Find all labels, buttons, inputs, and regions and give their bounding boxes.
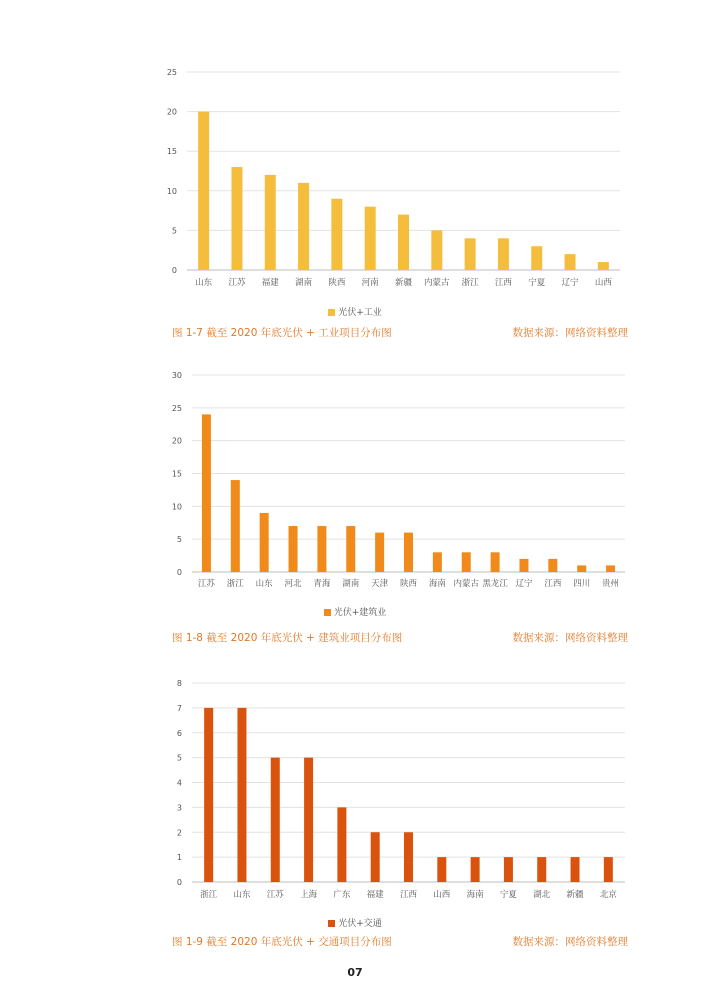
y-tick-label: 2 <box>176 828 182 838</box>
y-tick-label: 0 <box>171 266 177 275</box>
bar <box>304 758 313 882</box>
y-tick-label: 30 <box>171 371 182 380</box>
x-tick-label: 浙江 <box>461 278 479 288</box>
figure-caption: 图 1-9 截至 2020 年底光伏 + 交通项目分布图 <box>172 936 392 948</box>
y-tick-label: 8 <box>176 679 182 688</box>
x-tick-label: 山东 <box>255 579 273 589</box>
x-tick-label: 江西 <box>544 579 562 589</box>
x-tick-label: 内蒙古 <box>424 278 450 288</box>
data-source: 数据来源：网络资料整理 <box>512 327 628 339</box>
y-tick-label: 5 <box>176 753 182 763</box>
x-tick-label: 北京 <box>599 890 617 900</box>
x-tick-label: 湖南 <box>342 579 360 589</box>
y-tick-label: 5 <box>171 226 177 236</box>
bar <box>271 758 280 882</box>
y-tick-label: 10 <box>166 186 177 196</box>
x-tick-label: 青海 <box>313 579 331 589</box>
bar <box>471 857 480 882</box>
y-tick-label: 7 <box>176 703 182 713</box>
data-source: 数据来源：网络资料整理 <box>512 632 628 644</box>
bar <box>204 708 213 882</box>
bar <box>404 832 413 882</box>
x-tick-label: 浙江 <box>226 579 244 589</box>
bar <box>504 857 513 882</box>
x-tick-label: 天津 <box>371 579 389 589</box>
x-tick-label: 福建 <box>366 890 384 900</box>
x-tick-label: 宁夏 <box>528 278 546 288</box>
y-tick-label: 6 <box>176 728 182 738</box>
x-tick-label: 江苏 <box>266 890 284 900</box>
x-tick-label: 湖南 <box>295 278 313 288</box>
y-tick-label: 15 <box>166 147 177 157</box>
y-tick-label: 20 <box>171 436 182 446</box>
y-tick-label: 10 <box>171 502 182 512</box>
bar <box>437 857 446 882</box>
x-tick-label: 宁夏 <box>499 890 517 900</box>
figure-caption: 图 1-7 截至 2020 年底光伏 + 工业项目分布图 <box>172 327 392 339</box>
x-tick-label: 河北 <box>284 579 302 589</box>
x-tick-label: 江西 <box>399 890 418 900</box>
bar <box>604 857 613 882</box>
legend-transport <box>0 916 710 929</box>
legend-label: 光伏+建筑业 <box>333 608 387 618</box>
legend-label: 光伏+工业 <box>338 308 382 318</box>
page-number: 07 <box>347 966 363 979</box>
x-tick-label: 山西 <box>594 278 612 288</box>
x-tick-label: 新疆 <box>566 890 584 900</box>
x-tick-label: 陕西 <box>399 579 418 589</box>
x-tick-label: 山东 <box>195 278 213 288</box>
y-tick-label: 0 <box>176 568 182 577</box>
bar <box>371 832 380 882</box>
x-tick-label: 湖北 <box>533 890 551 900</box>
x-tick-label: 四川 <box>573 579 591 589</box>
y-tick-label: 0 <box>176 878 182 887</box>
bar <box>337 807 346 882</box>
bar <box>237 708 246 882</box>
x-tick-label: 海南 <box>428 579 446 589</box>
figure-caption: 图 1-8 截至 2020 年底光伏 + 建筑业项目分布图 <box>172 632 403 644</box>
y-tick-label: 4 <box>176 778 182 788</box>
x-tick-label: 江苏 <box>197 579 215 589</box>
bar <box>537 857 546 882</box>
x-tick-label: 江苏 <box>228 278 246 288</box>
bar <box>571 857 580 882</box>
x-tick-label: 辽宁 <box>561 278 579 288</box>
x-tick-label: 广东 <box>333 890 351 900</box>
y-tick-label: 25 <box>171 403 182 413</box>
data-source: 数据来源：网络资料整理 <box>512 936 628 948</box>
x-tick-label: 河南 <box>361 278 379 288</box>
x-tick-label: 山东 <box>233 890 251 900</box>
legend-swatch <box>328 920 335 927</box>
legend-label: 光伏+交通 <box>338 919 382 929</box>
x-tick-label: 陕西 <box>328 278 346 288</box>
x-tick-label: 内蒙古 <box>453 579 479 589</box>
y-tick-label: 15 <box>171 469 182 479</box>
caption-row <box>172 934 628 949</box>
x-tick-label: 海南 <box>466 890 484 900</box>
y-tick-label: 5 <box>176 535 182 545</box>
x-tick-label: 辽宁 <box>515 579 533 589</box>
y-tick-label: 20 <box>166 107 177 117</box>
x-tick-label: 山西 <box>433 890 451 900</box>
x-tick-label: 浙江 <box>200 890 218 900</box>
y-tick-label: 3 <box>176 803 182 813</box>
x-tick-label: 黑龙江 <box>482 579 508 589</box>
x-tick-label: 贵州 <box>602 579 620 589</box>
x-tick-label: 新疆 <box>394 278 413 288</box>
x-tick-label: 福建 <box>261 278 279 288</box>
x-tick-label: 江西 <box>494 278 512 288</box>
y-tick-label: 25 <box>166 68 177 77</box>
y-tick-label: 1 <box>176 853 182 863</box>
x-tick-label: 上海 <box>300 890 318 900</box>
